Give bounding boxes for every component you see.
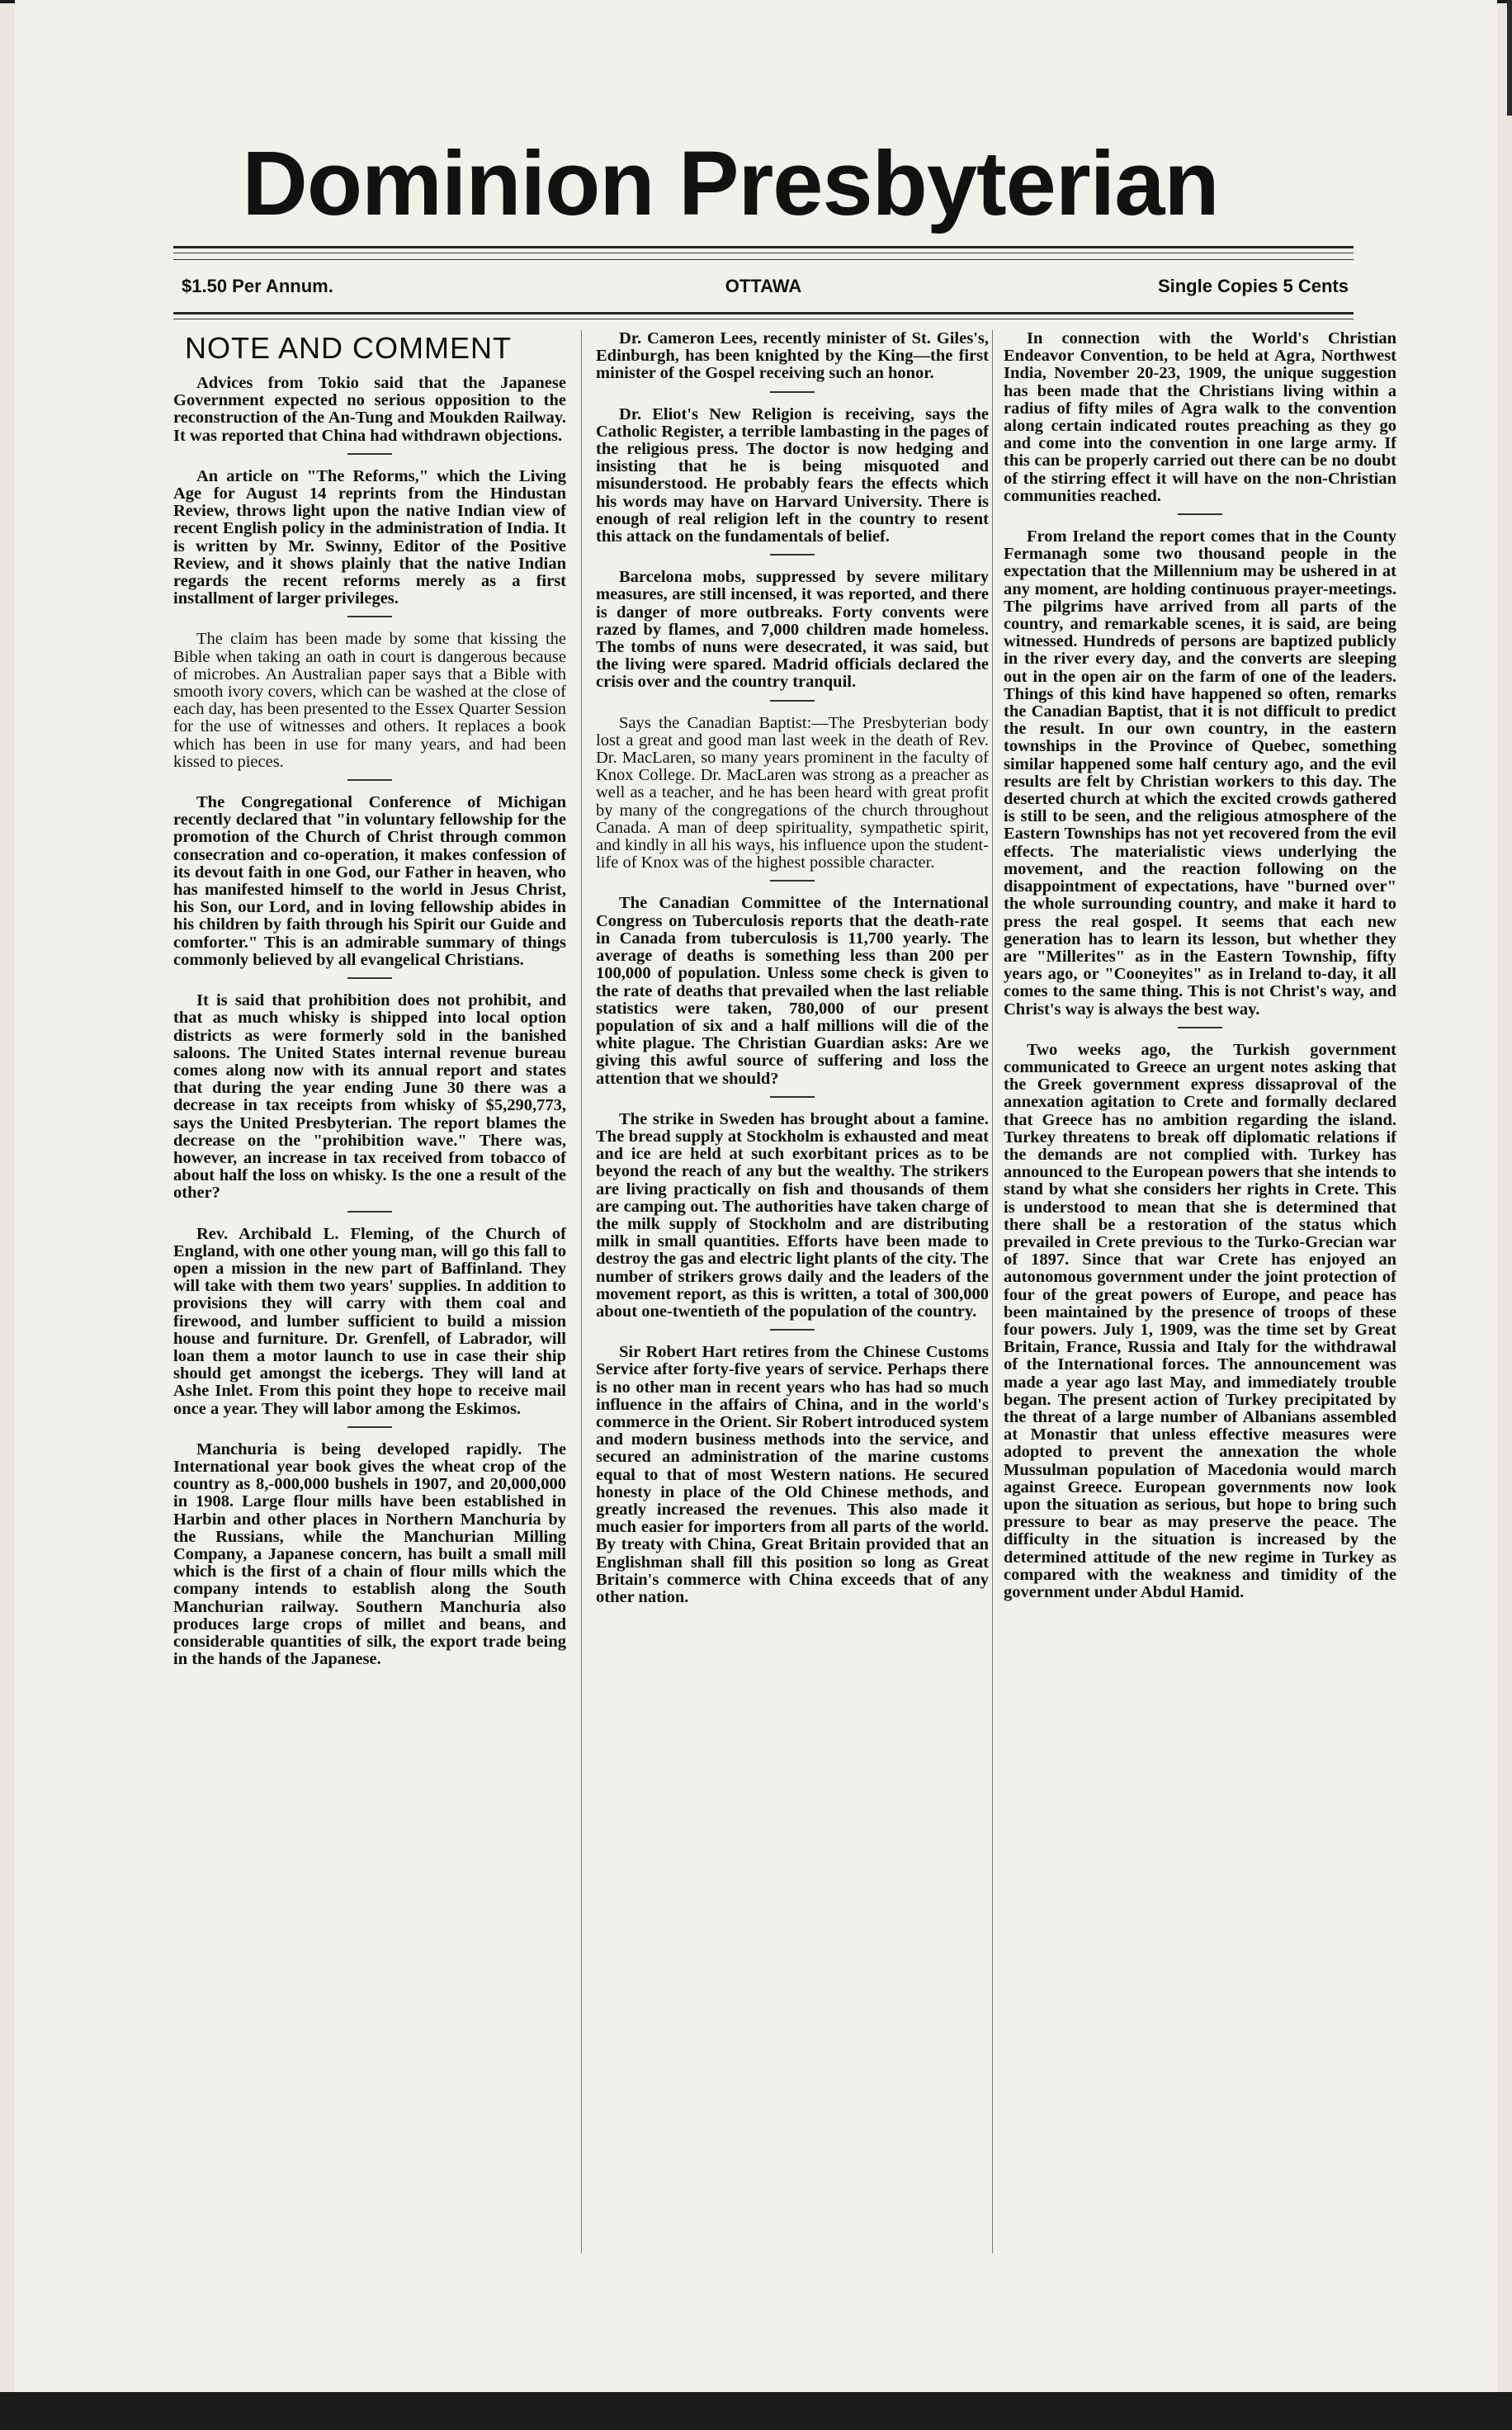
single-copy-price: Single Copies 5 Cents [1157, 276, 1349, 296]
article-paragraph: The strike in Sweden has brought about a famine. The bread supply at Stockholm is exhausted and meat and ice are held at such exorbitant prices as to be beyond the reach of any but the wealthy. The strikers are living practically on fish and thousands of them are camping out. The authorities have taken charge of the milk supply of Stockholm and are distributing milk in small quantities. Efforts have been made to destroy the gas and electric light plants of the city. The number of strikers grows daily and the leaders of the movement report, as this is written, a total of 300,000 about one-twentieth of the population of the country. [596, 1109, 989, 1321]
column-1 [173, 330, 566, 1668]
column-divider-1 [581, 330, 582, 2253]
article-paragraph: In connection with the World's Christian Endeavor Convention, to be held at Agra, Northwest India, November 20-23, 1909, the unique suggestion has been made that the Christians living within a radius of fifty miles of Agra walk to the convention along certain indicated routes preaching as they go and come into the convention in one large army. If this can be properly carried out there can be no doubt of the stirring effect it will have on the non-Christian communities reached. [1004, 329, 1396, 505]
scan-edge-right [1507, 0, 1512, 116]
separator [1178, 513, 1222, 515]
separator [347, 453, 392, 455]
column-2 [596, 330, 989, 1606]
article-paragraph: Says the Canadian Baptist:—The Presbyterian body lost a great and good man last week in the death of Rev. Dr. MacLaren, so many years prominent in the faculty of Knox College. Dr. MacLaren was strong as a preacher as well as a teacher, and he has been heard with great profit by many of the congregations of the church throughout Canada. A man of deep spirituality, sympathetic spirit, and kindly in all his ways, his influence upon the student-life of Knox was of the highest possible character. [596, 713, 989, 872]
separator [347, 616, 392, 617]
separator [770, 391, 815, 393]
dateline-place: OTTAWA [725, 276, 802, 296]
article-paragraph: The Canadian Committee of the International Congress on Tuberculosis reports that the death-rate in Canada from tuberculosis is 11,700 yearly. The average of deaths is something less than 200 per 100,000 of population. Unless some check is given to the rate of deaths that prevailed when the last reliable statistics were taken, 780,000 of our present population of six and a half millions will die of the white plague. The Christian Guardian asks: Are we giving this awful source of suffering and loss the attention that we should? [596, 894, 989, 1088]
article-paragraph: An article on "The Reforms," which the Living Age for August 14 reprints from the Hindustan Review, throws light upon the native Indian view of recent English policy in the administration of India. It is written by Mr. Swinny, Editor of the Positive Review, and it shows plainly that the native Indian regards the recent reforms merely as a first installment of larger privileges. [173, 466, 566, 608]
separator [770, 880, 815, 882]
article-paragraph: Dr. Eliot's New Religion is receiving, says the Catholic Register, a terrible lambasting in the pages of the religious press. The doctor is now hedging and insisting that he is being misquoted and misunderstood. He probably fears the effects which his words may have on Harvard University. There is enough of real religion left in the country to resent this attack on the fundamentals of belief. [596, 404, 989, 546]
article-paragraph: Two weeks ago, the Turkish government communicated to Greece an urgent notes asking that the Greek government express dissaproval of the annexation agitation to Crete and formally declared that Greece has no ambition regarding the island. Turkey threatens to break off diplomatic relations if the demands are not complied with. Turkey has announced to the European powers that she intends to stand by what she considers her rights in Crete. This is understood to mean that she is determined that there shall be a restoration of the status which prevailed in Crete previous to the Turko-Grecian war of 1897. Since that war Crete has enjoyed an autonomous government under the joint protection of four of the great powers of Europe, and peace has been maintained by the presence of troops of these four powers. July 1, 1909, was the time set by Great Britain, France, Russia and Italy for the withdrawal of the International forces. The announcement was made a year ago last May, and immediately trouble began. The present action of Turkey precipitated by the threat of a large number of Albanians assembled at Monastir that unless effective measures were adopted to prevent the annexation the whole Mussulman population of Macedonia would march against Greece. European governments now look upon the situation as serious, but hope to bring such pressure to bear as may preserve the peace. The difficulty in the situation is increased by the determined attitude of the new regime in Turkey as compared with the weakness and timidity of the government under Abdul Hamid. [1004, 1040, 1396, 1602]
column-divider-2 [992, 330, 993, 2253]
article-paragraph: Advices from Tokio said that the Japanese Government expected no serious opposition to the reconstruction of the An-Tung and Moukden Railway. It was reported that China had withdrawn objections. [173, 374, 566, 445]
dateline [173, 272, 1354, 302]
article-paragraph: Manchuria is being developed rapidly. The International year book gives the wheat crop of the country as 8,-000,000 bushels in 1907, and 20,000,000 in 1908. Large flour mills have been established in Harbin and other places in Northern Manchuria by the Russians, while the Manchurian Milling Company, a Japanese concern, has built a small mill which is the first of a chain of flour mills which the company intends to establish along the South Manchurian railway. Southern Manchuria also produces large crops of millet and beans, and considerable quantities of silk, the export trade being in the hands of the Japanese. [173, 1440, 566, 1669]
separator [770, 554, 815, 555]
separator [347, 1426, 392, 1428]
column-3 [1004, 330, 1396, 1601]
separator [770, 700, 815, 702]
article-paragraph: Rev. Archibald L. Fleming, of the Church of England, with one other young man, will go this fall to open a mission in the new part of Baffinland. They will take with them two years' supplies. In addition to provisions they will carry with them coal and firewood, and lumber sufficient to build a mission house and furniture. Dr. Grenfell, of Labrador, will loan them a motor launch to use in case their ship should get amongst the icebergs. They will land at Ashe Inlet. From this point they hope to receive mail once a year. They will labor among the Eskimos. [173, 1224, 566, 1418]
masthead-rule-top [173, 246, 1354, 248]
masthead-rule-thin-2 [173, 259, 1354, 260]
separator [770, 1096, 815, 1098]
separator [347, 779, 392, 781]
subscription-price: $1.50 Per Annum. [182, 276, 333, 296]
article-paragraph: It is said that prohibition does not prohibit, and that as much whisky is shipped into local option districts as were formerly sold in the banished saloons. The United States internal revenue bureau comes along now with its annual report and states that during the year ending June 30 there was a decrease in tax receipts from whisky of $5,290,773, says the United Presbyterian. The report blames the decrease on the "prohibition wave." There was, however, an increase in tax received from tobacco of about half the loss on whisky. Is the one a result of the other? [173, 991, 566, 1203]
article-paragraph: From Ireland the report comes that in the County Fermanagh some two thousand people in the expectation that the Millennium may be ushered in at any moment, are holding continuous prayer-meetings. The pilgrims have arrived from all parts of the country, and remarkable scenes, it is said, are being witnessed. Hundreds of persons are baptized publicly in the river every day, and the converts are sleeping out in the open air on the farm of one of the leaders. Things of this kind have happened so often, remarks the Canadian Baptist, that it is not difficult to predict the result. In our own country, in the eastern townships in the Province of Quebec, something similar happened some half century ago, and the evil results are felt by Christian workers to this day. The deserted church at which the excited crowds gathered is still to be seen, and the religious atmosphere of the Eastern Townships has not yet recovered from the evil effects. The materialistic views underlying the movement, and the reaction following on the disappointment of expectations, have "burned over" the whole surrounding country, and make it hard to press the real gospel. It seems that each new generation has to learn its lesson, but whether they are "Millerites" as in the Eastern Township, fifty years ago, or "Cooneyites" as in Ireland to-day, it all comes to the same thing. This is not Christ's way, and Christ's way is always the best way. [1004, 527, 1396, 1019]
section-title: NOTE AND COMMENT [185, 331, 513, 365]
article-paragraph: Sir Robert Hart retires from the Chinese Customs Service after forty-five years of service. Perhaps there is no other man in recent years who has had so much influence in the affairs of China, and in the world's commerce in the Orient. Sir Robert introduced system and modern business methods into the service, and secured an administration of the marine customs equal to that of most Western nations. He secured honesty in place of the Old Chinese methods, and greatly increased the revenues. This also made it much easier for importers from all parts of the world. By treaty with China, Great Britain provided that an Englishman shall fill this position so long as Great Britain's commerce with China exceeds that of any other nation. [596, 1343, 989, 1606]
separator [347, 1211, 392, 1213]
masthead-title: Dominion Presbyterian [242, 133, 1219, 234]
article-paragraph: The claim has been made by some that kissing the Bible when taking an oath in court is dangerous because of microbes. An Australian paper says that a Bible with smooth ivory covers, which can be washed at the close of each day, has been presented to the Essex Quarter Session for the use of witnesses and others. It replaces a book which has been in use for many years, and had been kissed to pieces. [173, 630, 566, 771]
separator [770, 1329, 815, 1331]
scan-edge-bottom [0, 2392, 1512, 2430]
separator [347, 977, 392, 979]
article-paragraph: The Congregational Conference of Michigan recently declared that "in voluntary fellowship for the promotion of the Church of Christ through common consecration and co-operation, it makes confession of its devout faith in one God, our Father in heaven, who has manifested himself to the world in Jesus Christ, his Son, our Lord, and in loving fellowship abides in his children by faith through his Spirit our Guide and comforter." This is an admirable summary of things commonly believed by all evangelical Christians. [173, 793, 566, 969]
separator [1178, 1027, 1222, 1028]
dateline-rule [173, 312, 1354, 314]
article-paragraph: Dr. Cameron Lees, recently minister of St. Giles's, Edinburgh, has been knighted by the King—the first minister of the Gospel receiving such an honor. [596, 329, 989, 383]
article-paragraph: Barcelona mobs, suppressed by severe military measures, are still incensed, it was reported, and there is danger of more outbreaks. Forty convents were razed by flames, and 7,000 children made homeless. The tombs of nuns were desecrated, it was said, but the living were spared. Madrid officials declared the crisis over and the country tranquil. [596, 568, 989, 692]
